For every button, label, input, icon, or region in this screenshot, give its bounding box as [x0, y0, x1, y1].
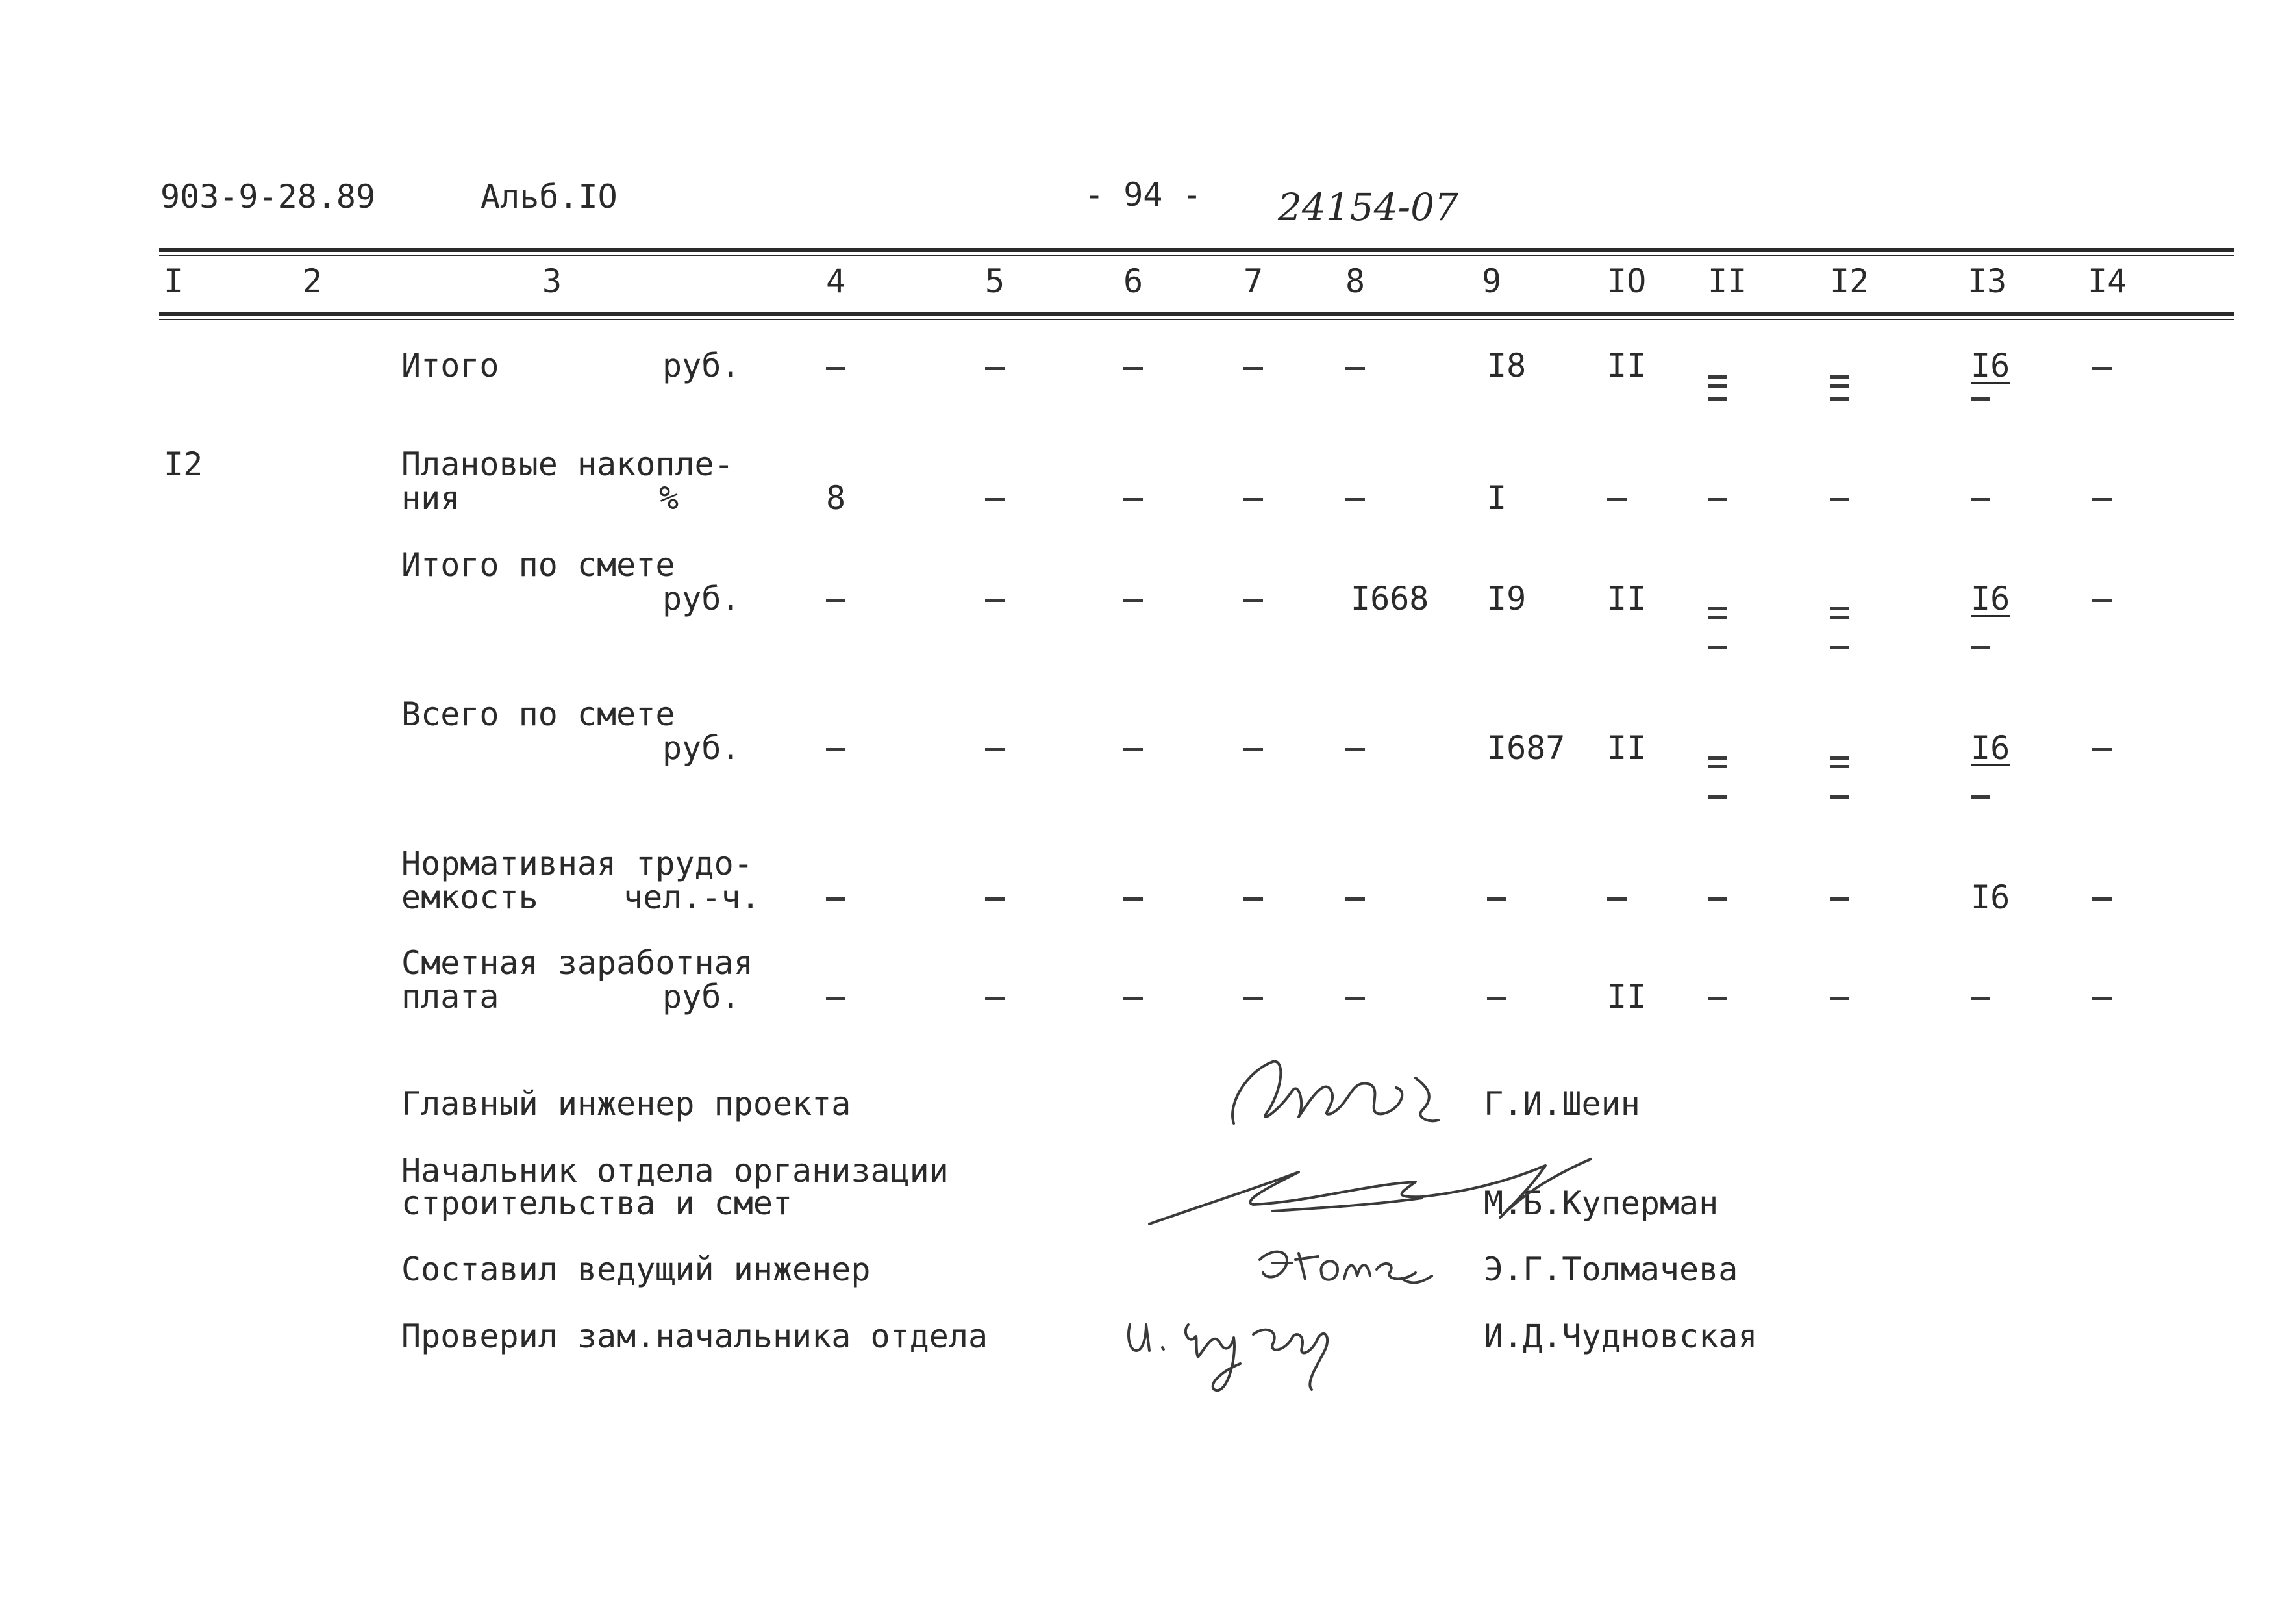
album-label: Альб.IO — [481, 178, 618, 216]
cell-c5 — [985, 897, 1005, 901]
handwritten-signature-department-head — [1143, 1146, 1597, 1237]
signature-name-chief-engineer: Г.И.Шеин — [1484, 1085, 1640, 1123]
cell-c5 — [985, 599, 1005, 602]
cell-c13: I6 — [1971, 347, 2010, 384]
cell-c11-b — [1708, 384, 1727, 388]
cell-c11-c — [1708, 795, 1727, 799]
cell-c8: I668 — [1351, 580, 1429, 618]
col-num-6: 6 — [1123, 262, 1144, 300]
cell-c11 — [1708, 375, 1727, 379]
signature-role-deputy-head: Проверил зам.начальника отдела — [401, 1318, 988, 1355]
cell-c7 — [1243, 897, 1263, 901]
cell-c12 — [1830, 997, 1849, 1000]
header-bottom-rule-thin — [159, 319, 2234, 320]
col-num-4: 4 — [826, 262, 846, 300]
handwritten-signature-chief-engineer — [1221, 1052, 1468, 1136]
handwritten-signature-deputy-head — [1117, 1299, 1364, 1403]
cell-c6 — [1123, 997, 1143, 1000]
col-num-8: 8 — [1345, 262, 1366, 300]
cell-c8 — [1345, 367, 1365, 370]
row-unit: руб. — [662, 580, 741, 618]
cell-c12 — [1830, 375, 1849, 379]
col-num-1: I — [164, 262, 184, 300]
cell-c5 — [985, 367, 1005, 370]
cell-c12-b — [1830, 616, 1849, 619]
cell-c11 — [1708, 607, 1727, 610]
cell-c11-c — [1708, 397, 1727, 401]
cell-c14 — [2092, 897, 2112, 901]
cell-c12-c — [1830, 795, 1849, 799]
cell-c9: I — [1487, 479, 1507, 517]
cell-c12-b — [1830, 765, 1849, 768]
cell-c14 — [2092, 367, 2112, 370]
cell-c12-b — [1830, 384, 1849, 388]
cell-c8 — [1345, 748, 1365, 751]
cell-c14 — [2092, 997, 2112, 1000]
cell-c13-b — [1971, 795, 1990, 799]
cell-c9: I9 — [1487, 580, 1527, 618]
cell-c14 — [2092, 748, 2112, 751]
cell-c7 — [1243, 997, 1263, 1000]
row-label-line2: емкость — [401, 879, 538, 916]
col-num-14: I4 — [2088, 262, 2127, 300]
col-num-7: 7 — [1243, 262, 1264, 300]
doc-code: 903-9-28.89 — [160, 178, 376, 216]
cell-c7 — [1243, 367, 1263, 370]
cell-c12 — [1830, 498, 1849, 501]
cell-c11 — [1708, 997, 1727, 1000]
signature-role-department-head-line2: строительства и смет — [401, 1184, 793, 1222]
cell-c13: I6 — [1971, 729, 2010, 767]
cell-c5 — [985, 997, 1005, 1000]
cell-c7 — [1243, 599, 1263, 602]
signature-role-department-head-line1: Начальник отдела организации — [401, 1152, 949, 1190]
row-unit: руб. — [662, 347, 741, 384]
cell-c6 — [1123, 367, 1143, 370]
cell-c5 — [985, 498, 1005, 501]
signature-role-lead-engineer: Составил ведущий инженер — [401, 1251, 871, 1288]
header-top-rule — [159, 248, 2234, 252]
cell-c11-c — [1708, 646, 1727, 649]
cell-c13-b — [1971, 646, 1990, 649]
cell-c4 — [826, 748, 845, 751]
row-label-line1: Сметная заработная — [401, 944, 753, 982]
cell-c14 — [2092, 498, 2112, 501]
row-label-line2: ния — [401, 479, 460, 517]
cell-c8 — [1345, 897, 1365, 901]
page-number: - 94 - — [1084, 176, 1202, 214]
cell-c5 — [985, 748, 1005, 751]
cell-c10 — [1607, 897, 1627, 901]
signature-name-department-head: М.Б.Куперман — [1484, 1184, 1719, 1222]
row-number: I2 — [164, 445, 203, 483]
row-unit: руб. — [662, 729, 741, 767]
row-label: Итого — [401, 347, 499, 384]
cell-c7 — [1243, 498, 1263, 501]
cell-c7 — [1243, 748, 1263, 751]
cell-c13 — [1971, 498, 1990, 501]
cell-c11 — [1708, 498, 1727, 501]
cell-c4 — [826, 997, 845, 1000]
cell-c12 — [1830, 756, 1849, 760]
cell-c12-c — [1830, 646, 1849, 649]
cell-c6 — [1123, 599, 1143, 602]
handwritten-number: 24154-07 — [1278, 185, 1458, 229]
cell-c10 — [1607, 498, 1627, 501]
row-unit: руб. — [662, 978, 741, 1016]
cell-c9: I687 — [1487, 729, 1566, 767]
row-unit: % — [659, 479, 679, 517]
cell-c10: II — [1607, 978, 1647, 1016]
cell-c13-b — [1971, 397, 1990, 401]
cell-c12-c — [1830, 397, 1849, 401]
row-unit: чел.-ч. — [623, 879, 760, 916]
header-top-rule-thin — [159, 255, 2234, 256]
cell-c10: II — [1607, 347, 1647, 384]
cell-c4: 8 — [826, 479, 846, 517]
cell-c10: II — [1607, 580, 1647, 618]
cell-c9 — [1487, 997, 1506, 1000]
cell-c12 — [1830, 607, 1849, 610]
cell-c11-b — [1708, 765, 1727, 768]
col-num-12: I2 — [1830, 262, 1869, 300]
col-num-13: I3 — [1968, 262, 2007, 300]
signature-role-chief-engineer: Главный инженер проекта — [401, 1085, 851, 1123]
handwritten-signature-lead-engineer — [1247, 1234, 1442, 1299]
signature-name-lead-engineer: Э.Г.Толмачева — [1484, 1251, 1738, 1288]
cell-c4 — [826, 367, 845, 370]
cell-c13: I6 — [1971, 879, 2010, 916]
cell-c6 — [1123, 498, 1143, 501]
row-label: Всего по смете — [401, 695, 675, 733]
header-bottom-rule — [159, 312, 2234, 316]
cell-c8 — [1345, 498, 1365, 501]
row-label-line1: Плановые накопле- — [401, 445, 734, 483]
cell-c9: I8 — [1487, 347, 1527, 384]
cell-c11 — [1708, 897, 1727, 901]
col-num-3: 3 — [542, 262, 562, 300]
signature-name-deputy-head: И.Д.Чудновская — [1484, 1318, 1758, 1355]
cell-c9 — [1487, 897, 1506, 901]
row-label-line1: Нормативная трудо- — [401, 845, 753, 882]
col-num-10: IO — [1607, 262, 1647, 300]
cell-c6 — [1123, 748, 1143, 751]
cell-c10: II — [1607, 729, 1647, 767]
cell-c13: I6 — [1971, 580, 2010, 618]
cell-c11 — [1708, 756, 1727, 760]
cell-c13 — [1971, 997, 1990, 1000]
cell-c12 — [1830, 897, 1849, 901]
row-label-line2: плата — [401, 978, 499, 1016]
col-num-9: 9 — [1482, 262, 1502, 300]
cell-c4 — [826, 897, 845, 901]
cell-c11-b — [1708, 616, 1727, 619]
col-num-2: 2 — [303, 262, 323, 300]
cell-c14 — [2092, 599, 2112, 602]
col-num-11: II — [1708, 262, 1747, 300]
row-label: Итого по смете — [401, 546, 675, 584]
cell-c6 — [1123, 897, 1143, 901]
cell-c4 — [826, 599, 845, 602]
cell-c8 — [1345, 997, 1365, 1000]
col-num-5: 5 — [985, 262, 1005, 300]
